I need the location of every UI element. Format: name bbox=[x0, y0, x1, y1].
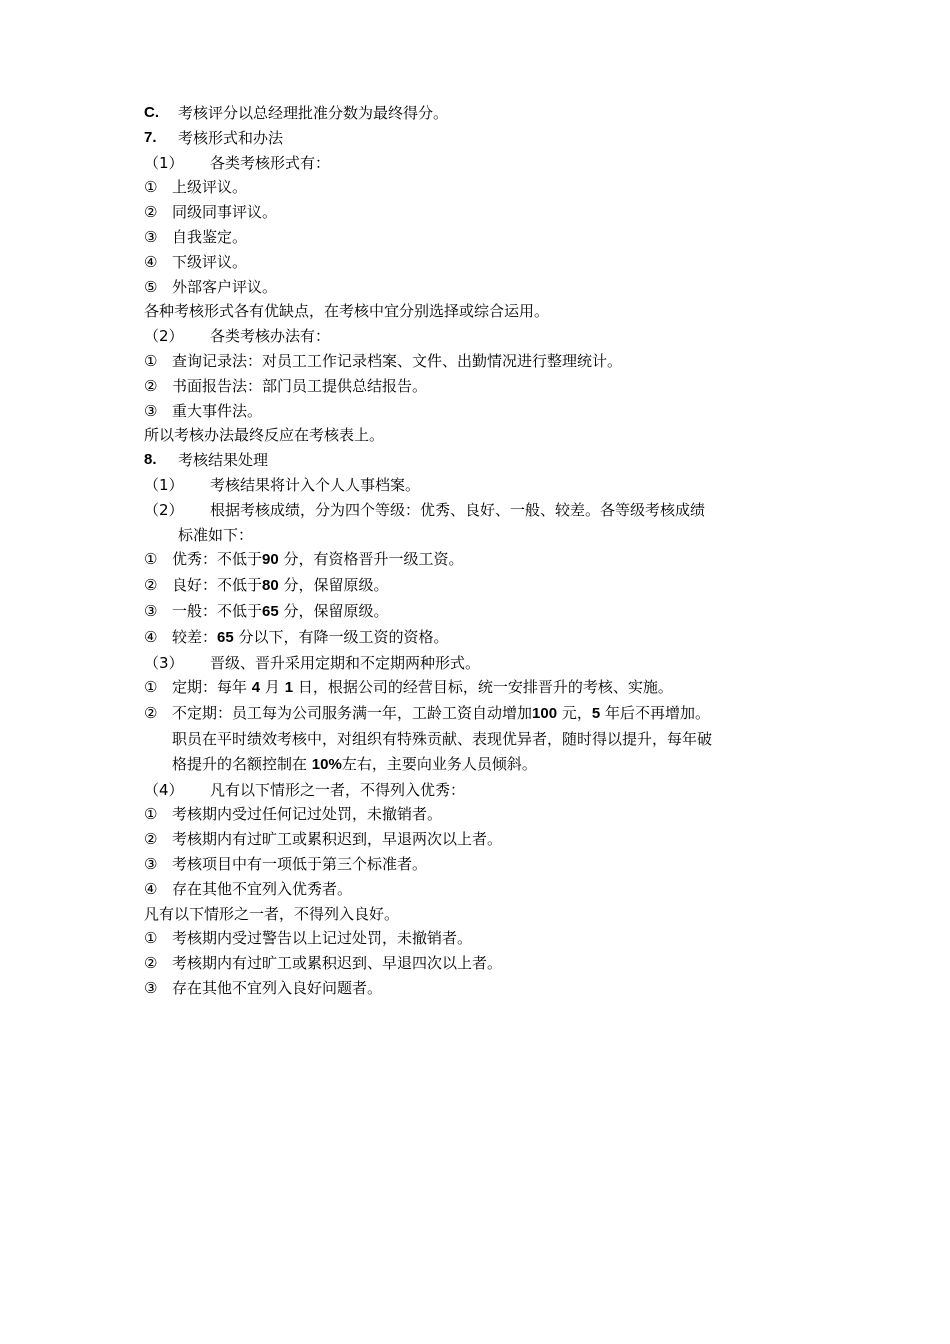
subsection-text: 各类考核办法有： bbox=[210, 327, 331, 346]
text-part: 日，根据公司的经营目标，统一安排晋升的考核、实施。 bbox=[297, 678, 673, 697]
section-title: 考核形式和办法 bbox=[178, 128, 284, 147]
text-part: 分，保留原级。 bbox=[283, 601, 389, 620]
item-text: 书面报告法：部门员工提供总结报告。 bbox=[172, 376, 428, 395]
list-marker: ② bbox=[144, 704, 158, 723]
subsection-number: （1） bbox=[144, 475, 184, 494]
section-number: 8. bbox=[144, 451, 157, 469]
item-text: 考核期内有过旷工或累积迟到、早退四次以上者。 bbox=[172, 954, 503, 973]
list-marker: C. bbox=[144, 104, 159, 121]
list-item bbox=[144, 200, 804, 225]
item-text: 存在其他不宜列入优秀者。 bbox=[172, 879, 353, 898]
list-item bbox=[144, 675, 804, 701]
list-marker: ② bbox=[144, 576, 158, 595]
list-marker: ① bbox=[144, 805, 158, 824]
text-part: 定期：每年 bbox=[172, 678, 248, 697]
item-text: 下级评议。 bbox=[172, 252, 248, 271]
subsection-number: （4） bbox=[144, 780, 184, 799]
list-marker: ④ bbox=[144, 627, 158, 646]
continuation-line bbox=[144, 523, 804, 548]
paragraph-text: 所以考核办法最终反应在考核表上。 bbox=[144, 426, 385, 445]
list-marker: ③ bbox=[144, 978, 158, 997]
list-item bbox=[144, 349, 804, 374]
text-part: 不定期：员工每为公司服务满一年，工龄工资自动增加 bbox=[172, 704, 533, 723]
item-text bbox=[172, 547, 804, 573]
item-text: 自我鉴定。 bbox=[172, 227, 248, 246]
text-part: 较差： bbox=[172, 627, 218, 646]
list-marker: ② bbox=[144, 203, 158, 222]
list-marker: ④ bbox=[144, 252, 158, 271]
section-title: 考核结果处理 bbox=[178, 451, 269, 470]
list-item bbox=[144, 599, 804, 625]
item-c bbox=[144, 101, 804, 126]
list-item bbox=[144, 802, 804, 827]
subsection-number: （2） bbox=[144, 327, 184, 346]
list-item bbox=[144, 827, 804, 852]
text-part: 优秀：不低于 bbox=[172, 550, 263, 569]
text-part: 分，保留原级。 bbox=[283, 576, 389, 595]
list-item bbox=[144, 926, 804, 951]
section-heading-8 bbox=[144, 448, 804, 473]
subsection-2 bbox=[144, 324, 804, 349]
list-marker: ① bbox=[144, 550, 158, 569]
item-text: 考核评分以总经理批准分数为最终得分。 bbox=[178, 104, 449, 122]
item-text: 考核期内有过旷工或累积迟到，早退两次以上者。 bbox=[172, 830, 503, 849]
paragraph-text: 各种考核形式各有优缺点，在考核中宜分别选择或综合运用。 bbox=[144, 302, 550, 321]
item-text bbox=[172, 625, 804, 651]
list-item bbox=[144, 547, 804, 573]
continuation-text: 标准如下： bbox=[178, 525, 254, 544]
list-marker: ③ bbox=[144, 601, 158, 620]
text-part: 格提升的名额控制在 bbox=[172, 754, 308, 773]
subsection-number: （3） bbox=[144, 653, 184, 672]
item-text bbox=[172, 701, 804, 727]
list-marker: ⑤ bbox=[144, 277, 158, 296]
item-text: 查询记录法：对员工工作记录档案、文件、出勤情况进行整理统计。 bbox=[172, 351, 623, 370]
subsection-text: 考核结果将计入个人人事档案。 bbox=[210, 475, 421, 494]
text-part: 分，有资格晋升一级工资。 bbox=[283, 550, 464, 569]
bold-number: 90 bbox=[262, 551, 279, 569]
paragraph bbox=[144, 299, 804, 324]
list-item bbox=[144, 175, 804, 200]
bold-number: 80 bbox=[262, 577, 279, 595]
section-heading-7 bbox=[144, 126, 804, 151]
list-marker: ② bbox=[144, 830, 158, 849]
item-text bbox=[172, 675, 804, 701]
list-item bbox=[144, 275, 804, 300]
item-text: 外部客户评议。 bbox=[172, 277, 278, 296]
bold-number: 5 bbox=[591, 705, 601, 723]
continuation-text: 职员在平时绩效考核中，对组织有特殊贡献、表现优异者，随时得以提升，每年破 bbox=[172, 729, 713, 748]
bold-number: 100 bbox=[532, 705, 558, 723]
list-item bbox=[144, 573, 804, 599]
list-marker: ② bbox=[144, 954, 158, 973]
subsection-text: 凡有以下情形之一者，不得列入优秀： bbox=[210, 780, 466, 799]
list-marker: ④ bbox=[144, 879, 158, 898]
subsection-2 bbox=[144, 498, 804, 523]
text-part: 良好：不低于 bbox=[172, 576, 263, 595]
paragraph bbox=[144, 423, 804, 448]
list-marker: ③ bbox=[144, 401, 158, 420]
item-text: 上级评议。 bbox=[172, 178, 248, 197]
item-text: 同级同事评议。 bbox=[172, 203, 278, 222]
subsection-1 bbox=[144, 151, 804, 176]
list-marker: ② bbox=[144, 376, 158, 395]
continuation-line bbox=[144, 727, 804, 752]
paragraph bbox=[144, 902, 804, 927]
list-item bbox=[144, 951, 804, 976]
list-item bbox=[144, 701, 804, 727]
subsection-text: 各类考核形式有： bbox=[210, 153, 331, 172]
continuation-line bbox=[144, 752, 804, 778]
text-part: 一般：不低于 bbox=[172, 601, 263, 620]
list-item bbox=[144, 250, 804, 275]
list-marker: ③ bbox=[144, 854, 158, 873]
item-text: 考核期内受过任何记过处罚，未撤销者。 bbox=[172, 805, 443, 824]
list-item bbox=[144, 852, 804, 877]
list-marker: ① bbox=[144, 178, 158, 197]
text-part: 左右，主要向业务人员倾斜。 bbox=[341, 754, 537, 773]
subsection-text: 晋级、晋升采用定期和不定期两种形式。 bbox=[210, 653, 481, 672]
item-text: 存在其他不宜列入良好问题者。 bbox=[172, 978, 383, 997]
list-item bbox=[144, 976, 804, 1001]
item-text: 重大事件法。 bbox=[172, 401, 263, 420]
bold-number: 10% bbox=[311, 755, 342, 773]
item-text bbox=[172, 599, 804, 625]
subsection-text: 根据考核成绩，分为四个等级：优秀、良好、一般、较差。各等级考核成绩 bbox=[210, 500, 706, 519]
list-marker: ③ bbox=[144, 227, 158, 246]
list-marker: ① bbox=[144, 678, 158, 697]
document-page bbox=[144, 101, 804, 1001]
text-part: 元， bbox=[561, 704, 592, 723]
list-marker: ① bbox=[144, 351, 158, 370]
subsection-number: （2） bbox=[144, 500, 184, 519]
subsection-number: （1） bbox=[144, 153, 184, 172]
list-marker: ① bbox=[144, 929, 158, 948]
list-item bbox=[144, 374, 804, 399]
subsection-3 bbox=[144, 651, 804, 676]
list-item bbox=[144, 877, 804, 902]
bold-number: 1 bbox=[284, 679, 294, 697]
subsection-1 bbox=[144, 473, 804, 498]
subsection-4 bbox=[144, 778, 804, 803]
bold-number: 4 bbox=[251, 679, 261, 697]
item-text: 考核项目中有一项低于第三个标准者。 bbox=[172, 854, 428, 873]
item-text bbox=[172, 573, 804, 599]
item-text: 考核期内受过警告以上记过处罚，未撤销者。 bbox=[172, 929, 473, 948]
text-part: 年后不再增加。 bbox=[604, 704, 710, 723]
section-number: 7. bbox=[144, 128, 157, 146]
continuation-text bbox=[172, 752, 804, 778]
paragraph-text: 凡有以下情形之一者，不得列入良好。 bbox=[144, 904, 400, 923]
list-item bbox=[144, 625, 804, 651]
text-part: 分以下，有降一级工资的资格。 bbox=[238, 627, 449, 646]
list-item bbox=[144, 399, 804, 424]
bold-number: 65 bbox=[262, 602, 279, 620]
bold-number: 65 bbox=[217, 628, 234, 646]
text-part: 月 bbox=[264, 678, 280, 697]
list-item bbox=[144, 225, 804, 250]
